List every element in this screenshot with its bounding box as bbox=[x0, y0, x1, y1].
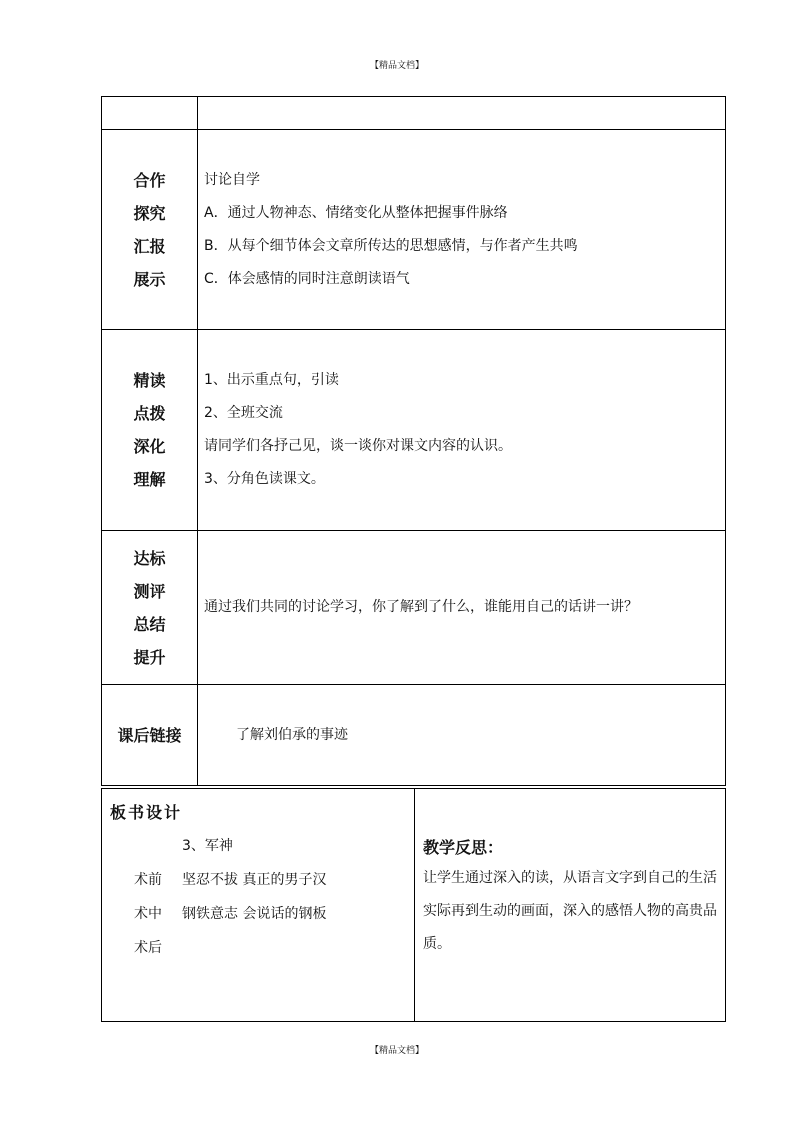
board-reflection-table bbox=[101, 788, 726, 1022]
row-label bbox=[102, 130, 198, 330]
table-row bbox=[102, 531, 726, 685]
row-content bbox=[198, 330, 726, 531]
row-content bbox=[198, 130, 726, 330]
label-line: 理解 bbox=[133, 470, 166, 489]
content-line: C．体会感情的同时注意朗读语气 bbox=[204, 270, 410, 287]
page-header: 【精品文档】 bbox=[369, 61, 424, 71]
label-line: 汇报 bbox=[133, 236, 166, 256]
board-title: 板书设计 bbox=[110, 803, 183, 822]
content-line: B．从每个细节体会文章所传达的思想感情，与作者产生共鸣 bbox=[204, 237, 578, 254]
board-line-label: 术中 bbox=[134, 906, 162, 922]
board-line-label: 术前 bbox=[134, 872, 162, 888]
label-line: 点拨 bbox=[133, 404, 166, 423]
label-line: 总结 bbox=[133, 614, 166, 634]
board-design-cell bbox=[102, 789, 415, 1022]
row-label bbox=[102, 531, 198, 685]
content-line: 通过我们共同的讨论学习，你了解到了什么，谁能用自己的话讲一讲？ bbox=[204, 599, 638, 615]
table-row bbox=[102, 130, 726, 330]
board-line bbox=[134, 869, 414, 889]
row-label bbox=[102, 685, 198, 786]
table-row bbox=[102, 97, 726, 130]
content-line: 2、全班交流 bbox=[204, 405, 283, 421]
label-line: 合作 bbox=[133, 170, 166, 190]
content-line: 请同学们各抒己见，谈一谈你对课文内容的认识。 bbox=[204, 438, 512, 454]
label-line: 探究 bbox=[133, 203, 166, 223]
row-content bbox=[198, 685, 726, 786]
board-line bbox=[134, 937, 414, 957]
content-line: 3、分角色读课文。 bbox=[204, 471, 325, 487]
row-content bbox=[198, 97, 726, 130]
page-footer: 【精品文档】 bbox=[369, 1046, 424, 1056]
label-line: 提升 bbox=[133, 647, 166, 667]
content-line: 了解刘伯承的事迹 bbox=[236, 726, 348, 743]
reflection-cell bbox=[415, 789, 726, 1022]
board-subtitle: 3、军神 bbox=[182, 838, 233, 854]
label-line: 精读 bbox=[133, 371, 166, 390]
label-line: 课后链接 bbox=[117, 725, 182, 745]
label-line: 测评 bbox=[133, 581, 166, 601]
board-line-label: 术后 bbox=[134, 940, 162, 956]
row-label bbox=[102, 97, 198, 130]
content-line: 1、出示重点句，引读 bbox=[204, 372, 339, 388]
label-line: 深化 bbox=[133, 437, 166, 456]
row-content bbox=[198, 531, 726, 685]
row-label bbox=[102, 330, 198, 531]
table-row bbox=[102, 330, 726, 531]
content-line: 讨论自学 bbox=[204, 171, 260, 188]
reflection-title: 教学反思： bbox=[423, 838, 504, 857]
table-row bbox=[102, 685, 726, 786]
label-line: 达标 bbox=[133, 548, 166, 568]
board-line-text: 坚忍不拔 真正的男子汉 bbox=[182, 872, 327, 888]
reflection-text: 让学生通过深入的读，从语言文字到自己的生活实际再到生动的画面，深入的感悟人物的高贵品质。 bbox=[423, 870, 717, 952]
board-line bbox=[134, 903, 414, 923]
table-row bbox=[102, 789, 726, 1022]
lesson-plan-table bbox=[101, 96, 726, 786]
label-line: 展示 bbox=[133, 269, 166, 289]
content-line: A．通过人物神态、情绪变化从整体把握事件脉络 bbox=[204, 204, 508, 221]
board-line-text: 钢铁意志 会说话的钢板 bbox=[182, 906, 327, 922]
